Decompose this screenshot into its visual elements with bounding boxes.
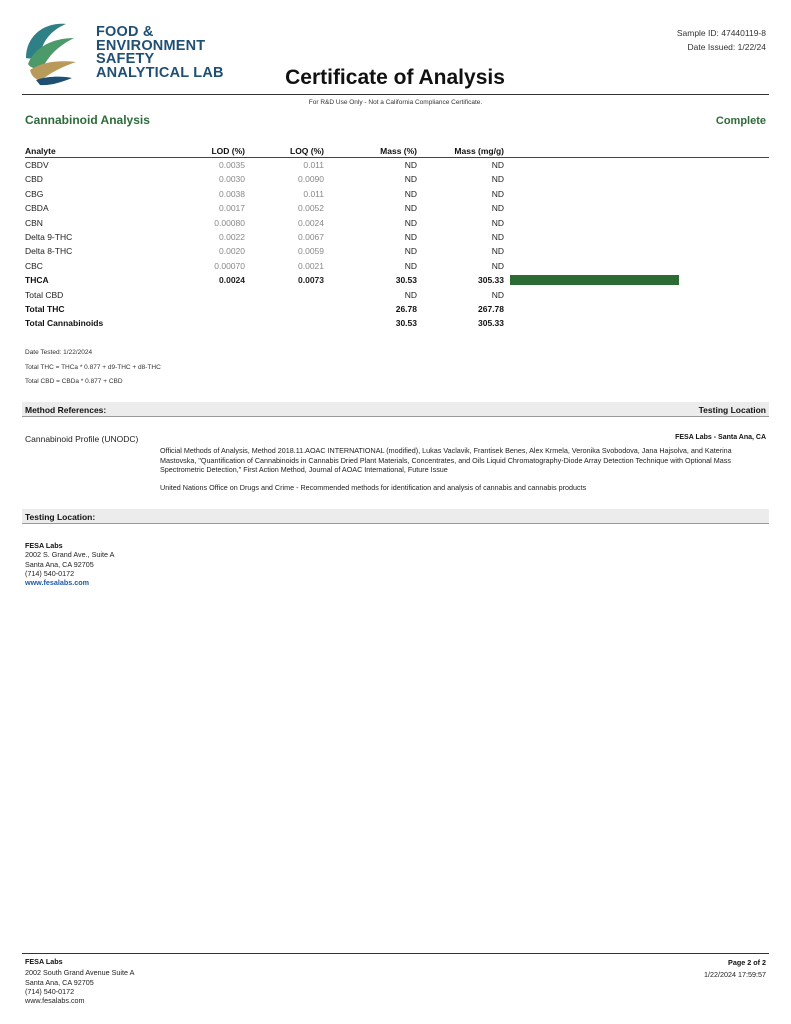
- method-reference-unodc: United Nations Office on Drugs and Crime - Recommended methods for identification and analysis of cannabis and cannabis products: [160, 483, 587, 492]
- loq-cell: 0.0073: [298, 275, 324, 286]
- table-header: [25, 146, 769, 158]
- lab-name-line: SAFETY: [96, 51, 155, 67]
- fesa-logo-icon: [22, 18, 78, 88]
- mass-mg-cell: ND: [491, 246, 504, 257]
- footer-page-info: [704, 957, 766, 981]
- table-row: [25, 318, 769, 332]
- mass-mg-cell: ND: [491, 160, 504, 170]
- analyte-cell: Delta 9-THC: [25, 231, 73, 242]
- footer-phone: (714) 540-0172: [25, 986, 75, 996]
- total-thc-formula: Total THC = THCa * 0.877 + d9-THC + d8-THC: [25, 364, 161, 371]
- table-row: [25, 218, 769, 232]
- lod-cell: 0.0024: [219, 275, 245, 286]
- footer-address: [25, 957, 134, 1005]
- lab-name-line: FOOD &: [96, 24, 154, 40]
- loq-cell: 0.011: [303, 188, 324, 199]
- mass-pct-cell: 26.78: [395, 303, 417, 314]
- method-references-header: [22, 402, 769, 417]
- lod-cell: 0.0017: [219, 203, 245, 214]
- footer-lab-name: FESA Labs: [25, 957, 63, 966]
- lab-name: FESA Labs: [25, 541, 63, 550]
- sample-info: [677, 26, 766, 54]
- method-name: Cannabinoid Profile (UNODC): [25, 434, 139, 444]
- thca-mass-bar: [510, 275, 679, 285]
- lab-name-line: ANALYTICAL LAB: [96, 64, 224, 81]
- mass-mg-cell: ND: [491, 289, 504, 300]
- mass-mg-cell: ND: [491, 260, 504, 271]
- mass-pct-cell: ND: [404, 188, 417, 199]
- mass-pct-cell: ND: [404, 231, 417, 242]
- analyte-cell: CBC: [25, 260, 43, 271]
- analyte-cell: Total Cannabinoids: [25, 318, 104, 329]
- print-timestamp: 1/22/2024 17:59:57: [704, 970, 766, 979]
- analyte-cell: Total CBD: [25, 289, 64, 300]
- page-title: Certificate of Analysis: [285, 66, 505, 89]
- total-cbd-formula: Total CBD = CBDa * 0.877 + CBD: [25, 378, 123, 385]
- mass-pct-cell: ND: [404, 174, 417, 185]
- column-header-analyte: Analyte: [25, 146, 56, 156]
- table-row: [25, 203, 769, 217]
- table-row: [25, 304, 769, 318]
- table-row: [25, 261, 769, 275]
- footer-address-line-2: Santa Ana, CA 92705: [25, 977, 94, 987]
- column-header-mass-mg: Mass (mg/g): [454, 146, 504, 156]
- status-badge: Complete: [715, 115, 766, 127]
- analyte-cell: CBN: [25, 217, 43, 228]
- page-number: Page 2 of 2: [728, 958, 766, 967]
- analyte-cell: CBD: [25, 174, 43, 185]
- method-location: FESA Labs - Santa Ana, CA: [675, 434, 766, 441]
- mass-mg-cell: 267.78: [478, 303, 504, 314]
- mass-mg-cell: ND: [491, 217, 504, 228]
- sample-id: Sample ID: 47440119-8: [676, 28, 766, 38]
- date-tested: Date Tested: 1/22/2024: [25, 349, 93, 356]
- address-line-1: 2002 S. Grand Ave., Suite A: [25, 550, 115, 560]
- lod-cell: 0.0030: [219, 174, 245, 185]
- mass-mg-cell: ND: [491, 203, 504, 214]
- loq-cell: 0.0059: [298, 246, 324, 257]
- loq-cell: 0.0024: [298, 217, 324, 228]
- footer-divider: [22, 953, 769, 954]
- mass-pct-cell: 30.53: [395, 318, 417, 329]
- results-table-body: [25, 160, 769, 333]
- loq-cell: 0.0067: [298, 231, 324, 242]
- analyte-cell: Delta 8-THC: [25, 246, 73, 257]
- header-divider: [22, 94, 769, 95]
- compliance-disclaimer: For R&D Use Only - Not a California Compliance Certificate.: [308, 99, 483, 106]
- analyte-cell: CBDA: [25, 203, 49, 214]
- method-references-label: Method References:: [25, 405, 107, 415]
- testing-location-address: [25, 541, 114, 587]
- lod-cell: 0.0038: [219, 188, 245, 199]
- mass-mg-cell: ND: [491, 174, 504, 185]
- table-row: [25, 174, 769, 188]
- lab-name-line: ENVIRONMENT: [96, 37, 206, 54]
- mass-mg-cell: 305.33: [478, 275, 504, 286]
- mass-mg-cell: 305.33: [478, 318, 504, 329]
- mass-pct-cell: 30.53: [395, 275, 417, 286]
- lod-cell: 0.0022: [219, 231, 245, 242]
- mass-pct-cell: ND: [404, 203, 417, 214]
- lod-cell: 0.0020: [219, 246, 245, 257]
- column-header-lod: LOD (%): [211, 146, 245, 156]
- mass-mg-cell: ND: [491, 231, 504, 242]
- loq-cell: 0.0090: [298, 174, 324, 185]
- analyte-cell: CBG: [25, 188, 44, 199]
- analyte-cell: CBDV: [25, 160, 49, 170]
- mass-pct-cell: ND: [404, 246, 417, 257]
- analyte-cell: Total THC: [25, 303, 65, 314]
- method-reference-aoac: Official Methods of Analysis, Method 2018.11.AOAC INTERNATIONAL (modified), Lukas Vaclavik, Frantisek Benes, Alex Krmela, Veronika Svobodova, Jana Hajsolva, and Katerina Mastovska, "Quantification of Cannabinoids in Cannabis Dried Plant Materials, Concentrates, and Oils Liquid Chromatography-Diode Array Detection Technique with Optional Mass Spectrometric Detection," First Action Method, Journal of AOAC International, Future Issue: [160, 446, 732, 474]
- mass-pct-cell: ND: [404, 217, 417, 228]
- table-row: [25, 246, 769, 260]
- testing-location-header: [22, 509, 769, 524]
- table-row: [25, 189, 769, 203]
- lod-cell: 0.0035: [219, 160, 245, 170]
- lod-cell: 0.00070: [214, 260, 245, 271]
- loq-cell: 0.0052: [298, 203, 324, 214]
- table-row: [25, 160, 769, 174]
- testing-location-label: Testing Location: [698, 405, 766, 415]
- lod-cell: 0.00080: [214, 217, 245, 228]
- table-row: [25, 232, 769, 246]
- column-header-mass-pct: Mass (%): [380, 146, 417, 156]
- mass-pct-cell: ND: [404, 160, 417, 170]
- analyte-cell: THCA: [25, 275, 49, 286]
- mass-mg-cell: ND: [491, 188, 504, 199]
- footer-website[interactable]: www.fesalabs.com: [25, 996, 85, 1006]
- address-line-2: Santa Ana, CA 92705: [25, 559, 94, 569]
- phone-number: (714) 540-0172: [25, 568, 75, 578]
- date-issued: Date Issued: 1/22/24: [687, 42, 766, 52]
- testing-location-heading: Testing Location:: [25, 512, 96, 522]
- table-row: [25, 290, 769, 304]
- website-link[interactable]: www.fesalabs.com: [25, 578, 90, 588]
- loq-cell: 0.0021: [298, 260, 324, 271]
- table-row: [25, 275, 769, 289]
- mass-pct-cell: ND: [404, 289, 417, 300]
- section-title: Cannabinoid Analysis: [25, 113, 150, 127]
- column-header-loq: LOQ (%): [290, 146, 324, 156]
- loq-cell: 0.011: [303, 160, 324, 170]
- footer-address-line-1: 2002 South Grand Avenue Suite A: [25, 968, 135, 978]
- mass-pct-cell: ND: [404, 260, 417, 271]
